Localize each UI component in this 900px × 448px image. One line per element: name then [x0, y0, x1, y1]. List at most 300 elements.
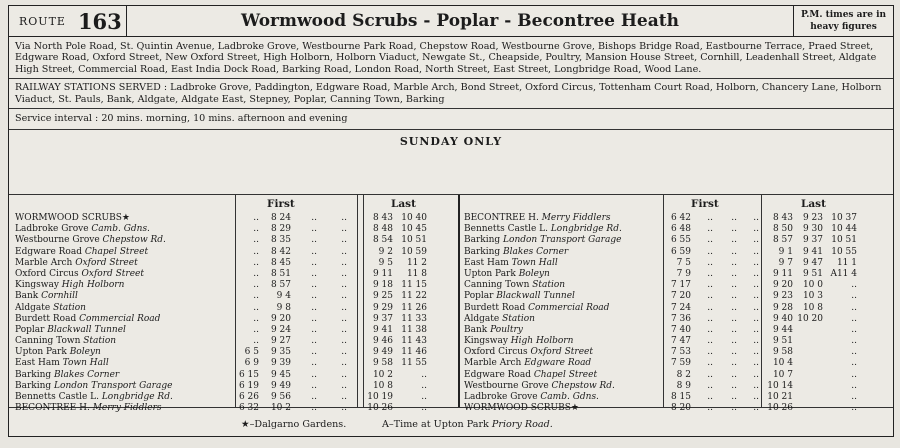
- time-cell: ..: [311, 213, 317, 223]
- time-cell: ..: [753, 268, 759, 279]
- time-cell: ..: [707, 347, 713, 358]
- service-interval: Service interval : 20 mins. morning, 10 mins. afternoon and evening: [9, 109, 893, 130]
- right-first-col-a: [665, 213, 691, 414]
- time-cell: 9 11: [372, 268, 393, 279]
- time-cell: ..: [753, 235, 759, 246]
- time-cell: 9 28: [772, 302, 793, 313]
- time-cell: ..: [311, 246, 317, 257]
- route-number: 163: [77, 8, 122, 34]
- time-cell: 11 2: [406, 257, 427, 268]
- time-cell: ..: [311, 336, 317, 347]
- time-cell: 9 51: [802, 268, 823, 279]
- left-first-col-c: [299, 213, 317, 414]
- stop-name: Barking: [15, 369, 55, 380]
- time-cell: 10 37: [831, 213, 857, 223]
- time-cell: ..: [851, 302, 857, 313]
- time-cell: 8 51: [270, 268, 291, 279]
- stop-row: [15, 403, 231, 414]
- time-cell: 10 4: [772, 358, 793, 369]
- time-cell: ..: [253, 224, 259, 235]
- railway-stations: RAILWAY STATIONS SERVED : Ladbroke Grove, Paddington, Edgware Road, Marble Arch, Bond Street, Oxford Circus, Tottenham Court Road, Holborn, Chancery Lane, Holborn Viaduct, St. Pauls, Bank, Aldgate, Aldgate East, Stepney, Poplar, Canning Town, Barking: [9, 79, 893, 109]
- divider: [235, 195, 236, 407]
- stop-row: [464, 347, 660, 358]
- stop-name: Upton Park: [15, 347, 70, 358]
- time-cell: ..: [851, 291, 857, 302]
- time-cell: 9 37: [372, 313, 393, 324]
- left-first-col-a: [237, 213, 259, 414]
- stop-name: Canning Town: [15, 336, 84, 347]
- stop-name: Bennetts Castle L.: [15, 392, 102, 402]
- stop-name: Westbourne Grove: [464, 380, 552, 391]
- stop-name: Upton Park: [464, 268, 519, 279]
- time-cell: 8 2: [676, 369, 691, 380]
- time-cell: 10 51: [401, 235, 427, 246]
- time-cell: ..: [253, 302, 259, 313]
- stop-qualifier: High Holborn: [61, 280, 125, 291]
- time-cell: ..: [421, 369, 427, 380]
- header: [9, 6, 893, 37]
- footnote-a-italic: Priory Road.: [491, 419, 553, 430]
- stop-row: [15, 213, 231, 224]
- time-cell: 11 43: [401, 336, 427, 347]
- right-last-col-a: [765, 213, 793, 414]
- stop-qualifier: Chepstow Rd.: [551, 380, 615, 391]
- stop-qualifier: Chapel Street: [84, 246, 149, 257]
- time-cell: ..: [311, 291, 317, 302]
- time-cell: ..: [253, 324, 259, 335]
- time-cell: 10 2: [270, 403, 291, 414]
- time-cell: ..: [731, 324, 737, 335]
- stop-row: [15, 347, 231, 358]
- time-cell: ..: [731, 257, 737, 268]
- time-cell: 9 20: [270, 313, 291, 324]
- stop-row: [15, 314, 231, 325]
- time-cell: ..: [707, 403, 713, 414]
- right-first-col-d: [743, 213, 759, 414]
- time-cell: ..: [253, 291, 259, 302]
- stop-name: East Ham: [464, 257, 512, 268]
- stop-name: Oxford Circus: [464, 347, 531, 358]
- time-cell: 10 19: [367, 392, 393, 402]
- stop-qualifier: Chapel Street: [533, 369, 598, 380]
- stop-row: [464, 325, 660, 336]
- stop-name: Ladbroke Grove: [464, 392, 541, 402]
- time-cell: ..: [341, 246, 347, 257]
- time-cell: ..: [341, 347, 347, 358]
- time-cell: 9 29: [372, 302, 393, 313]
- stop-qualifier: Chepstow Rd.: [102, 235, 166, 246]
- time-cell: ..: [731, 291, 737, 302]
- stop-row: [464, 314, 660, 325]
- time-cell: 9 58: [772, 347, 793, 358]
- time-cell: [795, 370, 823, 381]
- time-cell: 8 24: [270, 213, 291, 223]
- pm-note: P.M. times are in heavy figures: [793, 6, 893, 36]
- time-cell: ..: [311, 257, 317, 268]
- stop-name: Marble Arch: [464, 358, 525, 369]
- time-cell: ..: [851, 392, 857, 402]
- time-cell: 11 26: [401, 302, 427, 313]
- time-cell: 9 1: [778, 246, 793, 257]
- stop-name: Aldgate: [464, 313, 503, 324]
- stop-name: BECONTREE H.: [464, 213, 542, 223]
- time-cell: ..: [753, 291, 759, 302]
- stop-row: [15, 235, 231, 246]
- stop-row: [464, 291, 660, 302]
- stop-name: Bank: [464, 324, 491, 335]
- time-cell: ..: [253, 246, 259, 257]
- left-first-col-d: [329, 213, 347, 414]
- time-cell: 9 49: [372, 347, 393, 358]
- time-cell: 9 45: [270, 369, 291, 380]
- time-cell: ..: [731, 280, 737, 291]
- time-cell: ..: [311, 313, 317, 324]
- divider: [357, 195, 358, 407]
- time-cell: 6 26: [238, 392, 259, 402]
- stop-name: Kingsway: [464, 336, 511, 347]
- stop-row: [464, 392, 660, 403]
- stop-qualifier: Longbridge Rd.: [101, 392, 173, 402]
- stop-qualifier: Commercial Road: [79, 313, 161, 324]
- time-cell: ..: [753, 369, 759, 380]
- time-cell: ..: [311, 358, 317, 369]
- time-cell: 9 46: [372, 336, 393, 347]
- time-cell: ..: [753, 403, 759, 414]
- time-cell: 9 41: [372, 324, 393, 335]
- stop-name: Barking: [15, 380, 55, 391]
- stop-qualifier: Blackwall Tunnel: [47, 324, 126, 335]
- time-cell: 9 39: [270, 358, 291, 369]
- stop-qualifier: Cornhill: [41, 291, 78, 302]
- time-cell: ..: [753, 302, 759, 313]
- stop-name: WORMWOOD SCRUBS★: [15, 213, 130, 223]
- left-stop-list: [15, 213, 231, 414]
- stop-row: [464, 235, 660, 246]
- stop-qualifier: London Transport Garage: [503, 235, 622, 246]
- time-cell: 8 57: [270, 280, 291, 291]
- time-cell: 7 40: [670, 324, 691, 335]
- time-cell: 9 30: [802, 224, 823, 235]
- route-box: [9, 6, 127, 36]
- time-cell: ..: [341, 280, 347, 291]
- stop-name: Canning Town: [464, 280, 533, 291]
- time-cell: ..: [851, 403, 857, 414]
- time-cell: ..: [707, 302, 713, 313]
- stop-row: [464, 247, 660, 258]
- stop-name: Aldgate: [15, 302, 54, 313]
- time-cell: ..: [311, 268, 317, 279]
- time-cell: 10 55: [831, 246, 857, 257]
- time-cell: ..: [731, 302, 737, 313]
- time-cell: 10 8: [802, 302, 823, 313]
- time-cell: 11 8: [406, 268, 427, 279]
- time-cell: ..: [731, 347, 737, 358]
- stop-row: [464, 213, 660, 224]
- footnote-star: ★–Dalgarno Gardens.: [241, 419, 347, 430]
- time-cell: ..: [253, 268, 259, 279]
- time-cell: 11 22: [401, 291, 427, 302]
- time-cell: 10 21: [767, 392, 793, 402]
- stop-row: [15, 269, 231, 280]
- right-first-col-b: [697, 213, 713, 414]
- stop-qualifier: Commercial Road: [528, 302, 610, 313]
- time-cell: ..: [253, 235, 259, 246]
- stop-row: [15, 358, 231, 369]
- time-cell: ..: [311, 392, 317, 402]
- time-cell: 9 41: [802, 246, 823, 257]
- stop-row: [464, 269, 660, 280]
- time-cell: ..: [851, 336, 857, 347]
- time-cell: 6 15: [238, 369, 259, 380]
- stop-row: [15, 370, 231, 381]
- time-cell: 10 14: [767, 380, 793, 391]
- time-cell: 9 18: [372, 280, 393, 291]
- time-cell: 9 27: [270, 336, 291, 347]
- stop-name: Oxford Circus: [15, 268, 82, 279]
- time-cell: ..: [731, 358, 737, 369]
- time-cell: ..: [707, 358, 713, 369]
- time-cell: 7 47: [670, 336, 691, 347]
- time-cell: ..: [341, 235, 347, 246]
- time-cell: ..: [753, 246, 759, 257]
- stop-row: [464, 258, 660, 269]
- time-cell: ..: [731, 268, 737, 279]
- stop-name: BECONTREE H.: [15, 403, 93, 414]
- stop-name: Edgware Road: [15, 246, 85, 257]
- time-cell: 10 44: [831, 224, 857, 235]
- time-cell: 9 5: [378, 257, 393, 268]
- stop-qualifier: Merry Fiddlers: [92, 403, 162, 414]
- time-cell: ..: [753, 392, 759, 402]
- time-cell: 8 43: [372, 213, 393, 223]
- time-cell: 9 8: [276, 302, 291, 313]
- time-cell: ..: [851, 280, 857, 291]
- time-cell: ..: [753, 358, 759, 369]
- time-cell: ..: [341, 358, 347, 369]
- stop-name: Burdett Road: [15, 313, 80, 324]
- via-description: Via North Pole Road, St. Quintin Avenue, Ladbroke Grove, Westbourne Park Road, Chepstow Road, Westbourne Grove, Bishops Bridge Road, Eastbourne Terrace, Praed Street, Edgware Road, Oxford Street, New Oxford Street, High Holborn, Holborn Viaduct, Newgate St., Cheapside, Poultry, Mansion House Street, Cornhill, Leadenhall Street, Aldgate High Street, Commercial Road, East India Dock Road, Barking Road, London Road, North Street, East Street, Longbridge Road, Wood Lane.: [9, 37, 893, 79]
- stop-row: [464, 280, 660, 291]
- time-cell: 8 20: [670, 403, 691, 414]
- route-title: Wormwood Scrubs - Poplar - Becontree Heath: [241, 11, 679, 31]
- left-last-col-a: [365, 213, 393, 414]
- time-cell: ..: [421, 403, 427, 414]
- time-cell: ..: [707, 392, 713, 402]
- time-cell: 10 45: [401, 224, 427, 235]
- time-cell: ..: [731, 213, 737, 223]
- footnote-a-text: A–Time at Upton Park: [382, 419, 492, 430]
- stop-qualifier: Merry Fiddlers: [541, 213, 611, 223]
- time-cell: ..: [753, 257, 759, 268]
- time-cell: ..: [253, 213, 259, 223]
- time-cell: 8 35: [270, 235, 291, 246]
- time-cell: ..: [341, 336, 347, 347]
- time-cell: ..: [341, 302, 347, 313]
- stop-row: [464, 224, 660, 235]
- time-cell: ..: [421, 392, 427, 402]
- divider: [458, 195, 460, 407]
- time-cell: 11 46: [401, 347, 427, 358]
- stop-qualifier: Town Hall: [62, 358, 109, 369]
- stop-row: [15, 280, 231, 291]
- time-cell: ..: [731, 403, 737, 414]
- time-cell: 9 25: [372, 291, 393, 302]
- time-cell: ..: [731, 224, 737, 235]
- time-cell: ..: [707, 380, 713, 391]
- time-cell: ..: [707, 336, 713, 347]
- time-cell: 10 59: [401, 246, 427, 257]
- time-cell: ..: [851, 324, 857, 335]
- time-cell: 9 24: [270, 324, 291, 335]
- time-cell: 8 43: [772, 213, 793, 223]
- time-cell: ..: [851, 313, 857, 324]
- time-cell: ..: [753, 336, 759, 347]
- time-cell: 7 17: [670, 280, 691, 291]
- stop-row: [464, 336, 660, 347]
- time-cell: 9 4: [276, 291, 291, 302]
- stop-row: [15, 303, 231, 314]
- time-cell: 7 59: [670, 358, 691, 369]
- stop-row: [464, 381, 660, 392]
- stop-row: [464, 358, 660, 369]
- time-cell: ..: [731, 246, 737, 257]
- stop-qualifier: Station: [502, 313, 535, 324]
- time-cell: 7 24: [670, 302, 691, 313]
- footnote-a: [382, 419, 553, 430]
- stop-qualifier: Oxford Street: [75, 257, 138, 268]
- time-cell: ..: [753, 313, 759, 324]
- time-cell: ..: [341, 324, 347, 335]
- stop-row: [464, 303, 660, 314]
- time-cell: ..: [851, 347, 857, 358]
- stop-row: [15, 392, 231, 403]
- time-cell: ..: [707, 224, 713, 235]
- time-cell: [795, 336, 823, 347]
- time-cell: ..: [311, 403, 317, 414]
- time-cell: ..: [707, 268, 713, 279]
- stop-qualifier: Station: [532, 280, 566, 291]
- time-cell: ..: [341, 224, 347, 235]
- time-cell: ..: [731, 336, 737, 347]
- time-cell: 7 36: [670, 313, 691, 324]
- time-cell: ..: [311, 324, 317, 335]
- time-cell: 9 47: [802, 257, 823, 268]
- time-cell: ..: [311, 347, 317, 358]
- time-cell: ..: [707, 257, 713, 268]
- time-cell: 10 7: [772, 369, 793, 380]
- stop-name: Westbourne Grove: [15, 235, 103, 246]
- divider: [663, 195, 664, 407]
- left-first-col-b: [263, 213, 291, 414]
- stop-row: [15, 247, 231, 258]
- time-cell: 6 42: [670, 213, 691, 223]
- time-cell: 6 55: [670, 235, 691, 246]
- right-stop-list: [464, 213, 660, 414]
- time-cell: 9 40: [772, 313, 793, 324]
- time-cell: [795, 358, 823, 369]
- stop-name: Burdett Road: [464, 302, 529, 313]
- time-cell: ..: [731, 313, 737, 324]
- time-cell: 6 48: [670, 224, 691, 235]
- stop-qualifier: Boleyn: [518, 268, 550, 279]
- right-last-col-c: [827, 213, 857, 414]
- time-cell: ..: [421, 380, 427, 391]
- time-cell: 9 58: [372, 358, 393, 369]
- stop-name: Barking: [464, 246, 504, 257]
- time-cell: ..: [753, 213, 759, 223]
- time-cell: ..: [341, 380, 347, 391]
- time-cell: [795, 347, 823, 358]
- time-cell: 9 23: [772, 291, 793, 302]
- time-cell: 9 20: [772, 280, 793, 291]
- time-cell: 9 2: [378, 246, 393, 257]
- divider: [761, 195, 762, 407]
- time-cell: 8 42: [270, 246, 291, 257]
- stop-name: East Ham: [15, 358, 63, 369]
- time-cell: ..: [341, 313, 347, 324]
- time-cell: 11 33: [401, 313, 427, 324]
- route-label: ROUTE: [19, 14, 66, 28]
- stop-name: Kingsway: [15, 280, 62, 291]
- stop-qualifier: Blakes Corner: [503, 246, 569, 257]
- timetable-sheet: [8, 5, 894, 437]
- time-cell: 9 7: [778, 257, 793, 268]
- time-cell: ..: [341, 369, 347, 380]
- time-cell: 7 5: [676, 257, 691, 268]
- time-cell: ..: [851, 358, 857, 369]
- time-cell: ..: [341, 291, 347, 302]
- time-cell: 9 11: [772, 268, 793, 279]
- stop-name: Edgware Road: [464, 369, 534, 380]
- divider: [363, 195, 364, 407]
- stop-qualifier: Blakes Corner: [54, 369, 120, 380]
- stop-qualifier: Camb. Gdns.: [540, 392, 599, 402]
- time-cell: [795, 403, 823, 414]
- time-cell: 7 20: [670, 291, 691, 302]
- time-cell: ..: [707, 324, 713, 335]
- time-cell: ..: [731, 369, 737, 380]
- stop-name: WORMWOOD SCRUBS★: [464, 403, 579, 414]
- time-cell: ..: [731, 235, 737, 246]
- stop-qualifier: Oxford Street: [530, 347, 593, 358]
- time-cell: ..: [311, 235, 317, 246]
- stop-qualifier: Station: [53, 302, 86, 313]
- time-cell: 9 37: [802, 235, 823, 246]
- time-cell: ..: [311, 224, 317, 235]
- time-cell: 9 56: [270, 392, 291, 402]
- stop-name: Poplar: [15, 324, 48, 335]
- right-last-heading: Last: [801, 198, 826, 210]
- stop-row: [15, 258, 231, 269]
- time-cell: 6 32: [238, 403, 259, 414]
- timetable: [9, 194, 893, 414]
- time-cell: 10 51: [831, 235, 857, 246]
- right-last-col-b: [795, 213, 823, 414]
- time-cell: ..: [253, 313, 259, 324]
- time-cell: [795, 325, 823, 336]
- time-cell: ..: [753, 224, 759, 235]
- time-cell: ..: [311, 369, 317, 380]
- time-cell: ..: [341, 213, 347, 223]
- stop-name: Ladbroke Grove: [15, 224, 92, 235]
- stop-row: [464, 403, 660, 414]
- time-cell: 9 49: [270, 380, 291, 391]
- time-cell: 10 26: [367, 403, 393, 414]
- time-cell: ..: [341, 403, 347, 414]
- time-cell: ..: [707, 291, 713, 302]
- stop-qualifier: Poultry: [490, 324, 523, 335]
- stop-name: Marble Arch: [15, 257, 76, 268]
